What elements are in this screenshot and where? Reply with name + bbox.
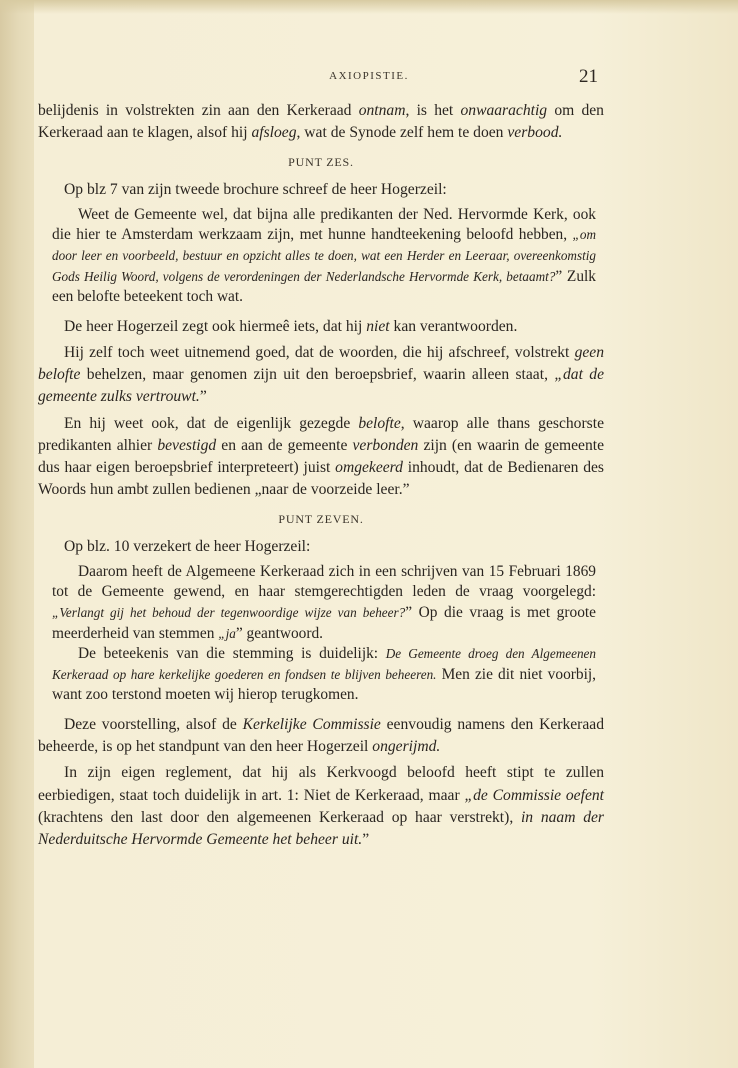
text-run: De heer Hogerzeil zegt ook hiermeê iets, dat hij bbox=[64, 317, 367, 335]
paragraph-8 bbox=[38, 762, 604, 851]
italic-run: Kerkelijke Commissie bbox=[242, 715, 381, 733]
italic-run: onwaarachtig bbox=[460, 102, 548, 119]
italic-run: omgekeerd bbox=[335, 459, 403, 476]
text-run: En hij weet ook, dat de eigenlijk gezegde bbox=[64, 414, 359, 432]
text-run: De beteekenis van die stemming is duidelijk: bbox=[78, 645, 386, 663]
italic-run: afsloeg bbox=[251, 124, 297, 142]
italic-run: „dat de gemeente zulks vertrouwt. bbox=[38, 366, 605, 406]
text-run: , waarop alle thans geschorste predikanten alhier bbox=[38, 414, 604, 454]
text-run: om den Kerkeraad aan te klagen, alsof hij bbox=[38, 102, 604, 142]
block-quote-1 bbox=[52, 205, 596, 308]
italic-run: De Gemeente droeg den Algemeenen Kerkeraad op hare kerkelijke goederen en fondsen te blijven beheeren. bbox=[52, 646, 596, 682]
text-run: Weet de Gemeente wel, dat bijna alle predikanten der Ned. Hervormde Kerk, ook die hier te Amsterdam werkzaam zijn, met hunne handteekening beloofd hebben, bbox=[52, 205, 596, 244]
text-run: belijdenis in volstrekten zin aan den Kerkeraad bbox=[38, 102, 359, 119]
page-spine-shadow bbox=[0, 0, 34, 1068]
italic-run: „de Commissie oefent bbox=[464, 786, 604, 804]
text-run: inhoudt, dat de Bedienaren des Woords hun ambt zullen bedienen „naar de voorzeide leer.” bbox=[38, 459, 604, 499]
italic-run: belofte bbox=[358, 414, 401, 432]
section-heading-punt-zes: PUNT ZES. bbox=[288, 155, 354, 170]
text-run: ” bbox=[199, 388, 207, 406]
page-body bbox=[38, 100, 604, 855]
text-run: , wat de Synode zelf hem te doen bbox=[296, 124, 508, 142]
italic-run: „ja bbox=[218, 625, 236, 641]
text-run: (krachtens den last door den algemeenen Kerkeraad op haar verstrekt), bbox=[38, 808, 521, 826]
text-run: , is het bbox=[405, 102, 461, 119]
text-run: behelzen, maar genomen zijn uit den beroepsbrief, waarin alleen staat, bbox=[80, 366, 555, 384]
section-heading-punt-zeven: PUNT ZEVEN. bbox=[278, 512, 364, 527]
block-quote-2 bbox=[52, 562, 596, 706]
text-run: Daarom heeft de Algemeene Kerkeraad zich in een schrijven van 15 Februari 1869 tot de Gemeente gewend, en haar stemgerechtigden leden de vraag voorgelegd: bbox=[52, 562, 596, 601]
italic-run: ontnam bbox=[358, 102, 406, 119]
text-run: Deze voorstelling, alsof de bbox=[64, 715, 243, 733]
running-title: AXIOPISTIE. bbox=[329, 70, 409, 82]
text-run: In zijn eigen reglement, dat hij als Kerkvoogd beloofd heeft stipt te zullen eerbiedigen, staat toch duidelijk in art. 1: Niet de Kerkeraad, maar bbox=[38, 764, 604, 804]
italic-run: „Verlangt gij het behoud der tegenwoordige wijze van beheer? bbox=[52, 605, 406, 620]
text-run: eenvoudig namens den Kerkeraad beheerde, is op het standpunt van den heer Hogerzeil bbox=[38, 715, 604, 756]
paragraph-6: Op blz. 10 verzekert de heer Hogerzeil: bbox=[64, 537, 311, 555]
italic-run: „om door leer en voorbeeld, bestuur en opzicht alles te doen, wat een Herder en Leeraar, overeenkomstig Gods Heilig Woord, volgens de verordeningen der Nederlandsche Hervormde Kerk, betaamt? bbox=[52, 227, 596, 284]
paragraph-4 bbox=[38, 342, 604, 409]
paragraph-1 bbox=[38, 100, 604, 144]
italic-run: verbood. bbox=[507, 124, 563, 142]
text-run: ” bbox=[362, 830, 370, 848]
italic-run: geen belofte bbox=[38, 343, 604, 384]
italic-run: bevestigd bbox=[157, 436, 217, 454]
italic-run: ongerijmd. bbox=[372, 738, 441, 756]
text-run: ” Zulk een belofte beteekent toch wat. bbox=[52, 267, 596, 306]
paragraph-5 bbox=[38, 413, 604, 502]
page-top-shadow bbox=[0, 0, 738, 14]
italic-run: niet bbox=[366, 317, 390, 335]
page-number: 21 bbox=[579, 66, 598, 87]
paragraph-3 bbox=[38, 316, 604, 338]
text-run: Men zie dit niet voorbij, want zoo terstond moeten wij hierop terugkomen. bbox=[52, 665, 596, 704]
text-run: zijn (en waarin de gemeente dus haar eigen beroepsbrief interpreteert) juist bbox=[38, 436, 605, 476]
paragraph-2: Op blz 7 van zijn tweede brochure schreef de heer Hogerzeil: bbox=[64, 180, 447, 198]
page-header bbox=[0, 66, 738, 90]
italic-run: verbonden bbox=[352, 436, 419, 454]
text-run: ” geantwoord. bbox=[235, 624, 324, 642]
text-run: kan verantwoorden. bbox=[389, 317, 518, 335]
paragraph-7 bbox=[38, 714, 604, 758]
text-run: ” Op die vraag is met groote meerderheid van stemmen bbox=[52, 604, 596, 642]
italic-run: in naam der Nederduitsche Hervormde Gemeente het beheer uit. bbox=[38, 808, 604, 848]
text-run: en aan de gemeente bbox=[216, 436, 353, 454]
text-run: Hij zelf toch weet uitnemend goed, dat de woorden, die hij afschreef, volstrekt bbox=[64, 343, 575, 361]
